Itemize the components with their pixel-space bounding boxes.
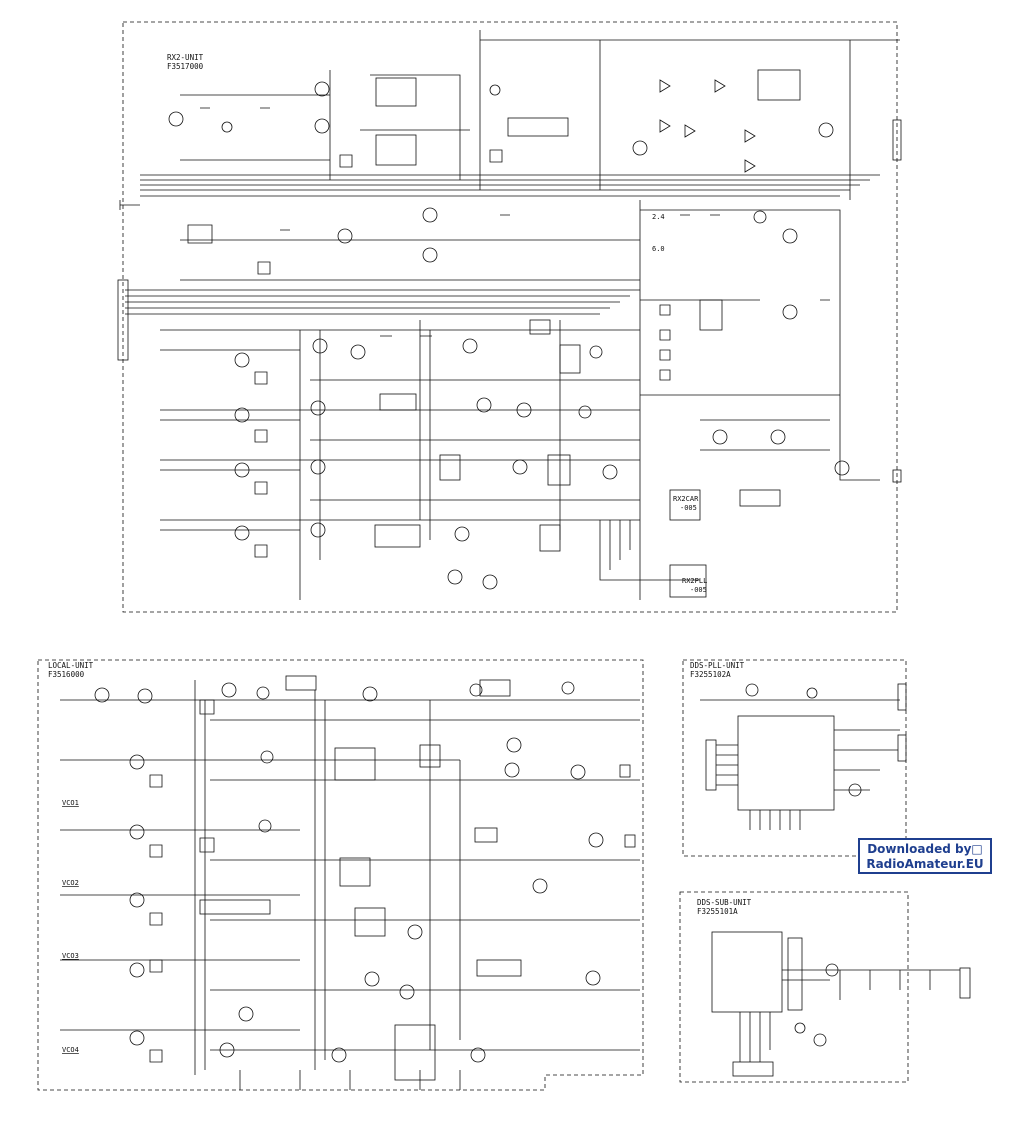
ic-rx2car-sublabel: -005 xyxy=(680,504,697,512)
dds-pll-unit-title: DDS-PLL-UNIT xyxy=(690,661,745,670)
vco4-label: VCO4 xyxy=(62,1046,79,1054)
rx2-unit-code: F3517000 xyxy=(167,62,204,71)
voltage-label-6-0: 6.0 xyxy=(652,245,665,253)
dds-pll-unit-code: F3255102A xyxy=(690,670,731,679)
watermark-line-2: RadioAmateur.EU xyxy=(866,857,984,871)
vco2-label: VCO2 xyxy=(62,879,79,887)
dds-sub-ic-package xyxy=(712,932,782,1012)
dds-pll-unit xyxy=(683,660,906,856)
watermark-box[interactable] xyxy=(858,838,992,874)
dds-ic-package xyxy=(738,716,834,810)
rx2-unit xyxy=(118,22,901,612)
ic-rx2pll-label: RX2PLL xyxy=(682,577,708,585)
rx2-unit-border xyxy=(123,22,897,612)
dds-sub-unit-border xyxy=(680,892,908,1082)
ic-rx2pll-sublabel: -005 xyxy=(690,586,707,594)
dds-sub-unit-title: DDS-SUB-UNIT xyxy=(697,898,752,907)
local-unit xyxy=(38,660,643,1090)
ic-rx2car-label: RX2CAR xyxy=(673,495,699,503)
dds-sub-unit xyxy=(680,892,970,1082)
local-unit-border xyxy=(38,660,643,1090)
dds-pll-unit-border xyxy=(683,660,906,856)
watermark-line-1: Downloaded by□ xyxy=(867,842,983,856)
local-unit-code: F3516000 xyxy=(48,670,85,679)
dds-sub-unit-code: F3255101A xyxy=(697,907,738,916)
voltage-label-2-4: 2.4 xyxy=(652,213,665,221)
vco3-label: VCO3 xyxy=(62,952,79,960)
rx2-unit-title: RX2-UNIT xyxy=(167,53,204,62)
local-unit-title: LOCAL-UNIT xyxy=(48,661,94,670)
vco1-label: VCO1 xyxy=(62,799,79,807)
